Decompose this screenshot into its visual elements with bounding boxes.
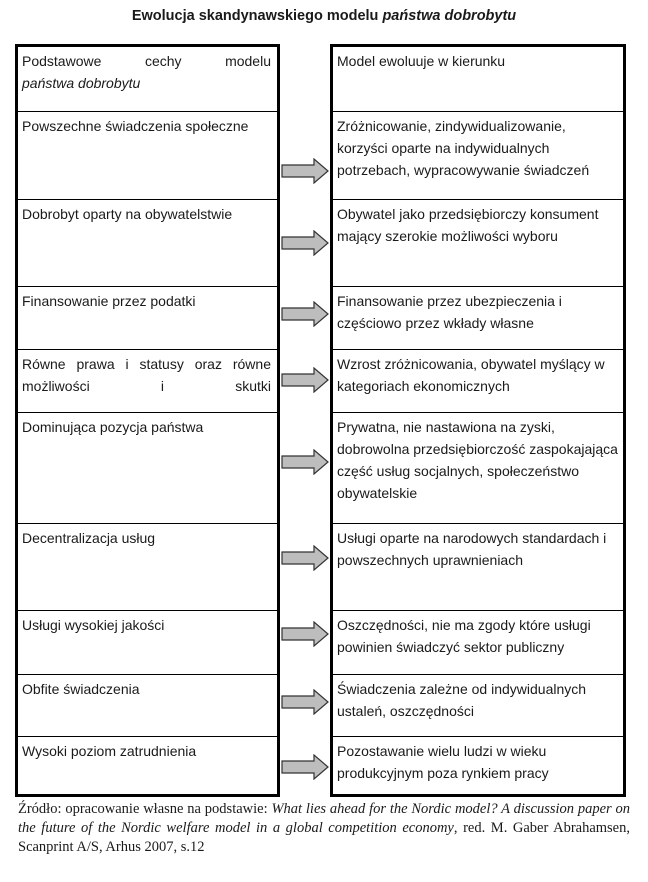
right-arrow-icon — [281, 545, 329, 571]
right-cell: Oszczędności, nie ma zgody które usługi powinien świadczyć sektor publiczny — [333, 610, 623, 674]
left-cell: Wysoki poziom zatrudnienia — [18, 736, 277, 794]
source-note: Źródło: opracowanie własne na podstawie: What lies ahead for the Nordic model? A discussion paper on the future of the Nordic welfare model in a global competition economy, red. M. Gaber Abrahamsen, Scanprint A/S, Arhus 2007, s.12 — [18, 801, 630, 855]
right-arrow-icon — [281, 301, 329, 327]
right-cell: Zróżnicowanie, zindywidualizowanie, korzyści oparte na indywidualnych potrzebach, wypracowywanie świadczeń — [333, 111, 623, 199]
left-header-italic: państwa dobrobytu — [22, 75, 141, 91]
left-cell: Dobrobyt oparty na obywatelstwie — [18, 199, 277, 286]
left-column — [15, 44, 280, 797]
left-cell: Dominująca pozycja państwa — [18, 412, 277, 523]
right-cell: Pozostawanie wielu ludzi w wieku produkcyjnym poza rynkiem pracy — [333, 736, 623, 794]
left-cell: Powszechne świadczenia społeczne — [18, 111, 277, 199]
right-arrow-icon — [281, 754, 329, 780]
left-cell: Obfite świadczenia — [18, 674, 277, 736]
left-header-word: cechy — [144, 53, 182, 69]
right-column — [330, 44, 626, 797]
right-cell: Usługi oparte na narodowych standardach i powszechnych uprawnieniach — [333, 523, 623, 610]
right-arrow-icon — [281, 689, 329, 715]
page-title: Ewolucja skandynawskiego modelu państwa dobrobytu — [131, 8, 517, 24]
right-header: Model ewoluuje w kierunku — [337, 53, 506, 69]
right-cell: Finansowanie przez ubezpieczenia i częściowo przez wkłady własne — [333, 286, 623, 349]
left-cell: Finansowanie przez podatki — [18, 286, 277, 349]
right-arrow-icon — [281, 449, 329, 475]
right-cell: Prywatna, nie nastawiona na zyski, dobrowolna przedsiębiorczość zaspokajająca część usług socjalnych, społeczeństwo obywatelskie — [333, 412, 623, 523]
left-cell: Usługi wysokiej jakości — [18, 610, 277, 674]
left-cell: Decentralizacja usług — [18, 523, 277, 610]
right-cell: Wzrost zróżnicowania, obywatel myślący w kategoriach ekonomicznych — [333, 349, 623, 412]
left-cell: Równe prawa i statusy oraz równe możliwości i skutki — [18, 349, 277, 412]
left-header-word: Podstawowe — [22, 53, 102, 69]
right-arrow-icon — [281, 158, 329, 184]
right-cell: Świadczenia zależne od indywidualnych ustaleń, oszczędności — [333, 674, 623, 736]
right-arrow-icon — [281, 230, 329, 256]
right-arrow-icon — [281, 367, 329, 393]
left-header — [18, 47, 277, 111]
left-header-word: modelu — [225, 53, 271, 69]
right-arrow-icon — [281, 621, 329, 647]
right-cell: Obywatel jako przedsiębiorczy konsument mający szerokie możliwości wyboru — [333, 199, 623, 286]
